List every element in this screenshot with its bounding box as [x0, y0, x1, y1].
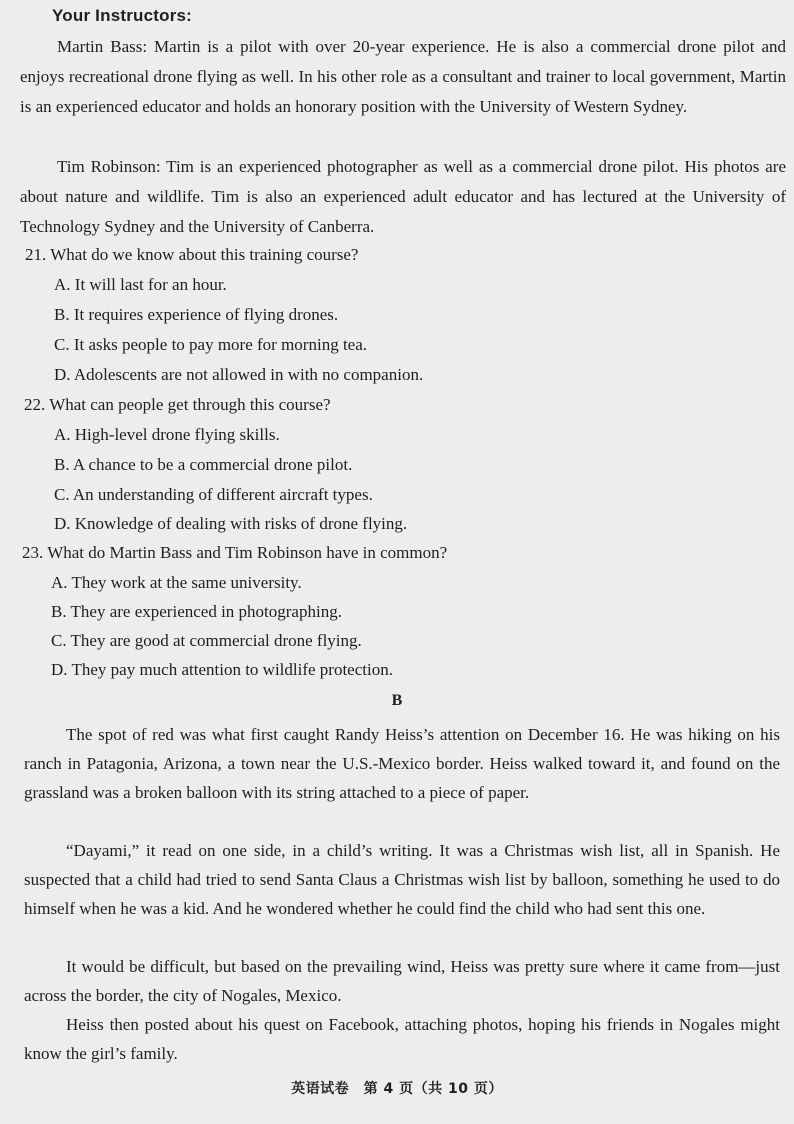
question-22-option-a: A. High-level drone flying skills.	[54, 425, 280, 444]
page-footer: 英语试卷 第 4 页（共 10 页）	[291, 1081, 503, 1097]
question-23-option-c: C. They are good at commercial drone flying.	[51, 631, 362, 650]
instructors-heading: Your Instructors:	[52, 6, 193, 25]
question-21: 21. What do we know about this training course?	[25, 245, 359, 264]
passage-b-paragraph-2: “Dayami,” it read on one side, in a child’s writing. It was a Christmas wish list, all in Spanish. He suspected that a child had tried to send Santa Claus a Christmas wish list by balloon, something he used to do himself when he was a kid. And he wondered whether he could find the child who had sent this one.	[24, 841, 780, 918]
passage-b-paragraph-3: It would be difficult, but based on the prevailing wind, Heiss was pretty sure where it came from—just across the border, the city of Nogales, Mexico.	[24, 957, 780, 1005]
question-23: 23. What do Martin Bass and Tim Robinson have in common?	[22, 543, 448, 562]
question-21-option-b: B. It requires experience of flying drones.	[54, 305, 339, 324]
question-22: 22. What can people get through this course?	[24, 395, 331, 414]
question-21-option-a: A. It will last for an hour.	[54, 275, 227, 294]
instructor-tim-paragraph: Tim Robinson: Tim is an experienced photographer as well as a commercial drone pilot. His photos are about nature and wildlife. Tim is also an experienced adult educator and has lectured at the University of Technology Sydney and the University of Canberra.	[20, 157, 786, 236]
question-23-option-a: A. They work at the same university.	[51, 573, 302, 592]
question-23-option-b: B. They are experienced in photographing.	[51, 602, 342, 621]
question-23-option-d: D. They pay much attention to wildlife protection.	[51, 660, 393, 679]
section-b-title: B	[391, 692, 403, 709]
question-21-option-c: C. It asks people to pay more for morning tea.	[54, 335, 368, 354]
question-22-option-c: C. An understanding of different aircraft types.	[54, 485, 373, 504]
question-22-option-d: D. Knowledge of dealing with risks of drone flying.	[54, 514, 408, 533]
passage-b-paragraph-4: Heiss then posted about his quest on Facebook, attaching photos, hoping his friends in Nogales might know the girl’s family.	[24, 1015, 780, 1063]
passage-b-paragraph-1: The spot of red was what first caught Randy Heiss’s attention on December 16. He was hiking on his ranch in Patagonia, Arizona, a town near the U.S.-Mexico border. Heiss walked toward it, and found on the grassland was a broken balloon with its string attached to a piece of paper.	[24, 725, 780, 802]
instructor-martin-paragraph: Martin Bass: Martin is a pilot with over 20-year experience. He is also a commercial drone pilot and enjoys recreational drone flying as well. In his other role as a consultant and trainer to local government, Martin is an experienced educator and holds an honorary position with the University of Western Sydney.	[20, 37, 786, 116]
question-21-option-d: D. Adolescents are not allowed in with no companion.	[54, 365, 424, 384]
question-22-option-b: B. A chance to be a commercial drone pilot.	[54, 455, 353, 474]
